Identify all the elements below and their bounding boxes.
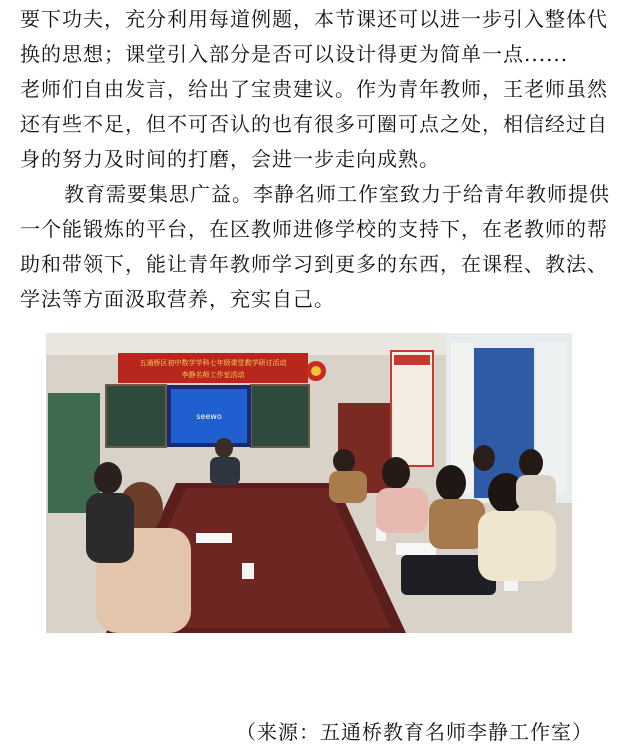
text-line: 助和带领下，能让青年教师学习到更多的东西，在课程、教法、 <box>20 252 608 276</box>
text-line: 要下功夫，充分利用每道例题，本节课还可以进一步引入整体代 <box>20 7 608 31</box>
text-line: 教育需要集思广益。李静名师工作室致力于给青年教师提供 <box>64 182 610 206</box>
text-line: 还有些不足，但不可否认的也有很多可圈可点之处，相信经过自 <box>20 112 608 136</box>
text-line: 老师们自由发言，给出了宝贵建议。作为青年教师，王老师虽然 <box>20 77 608 101</box>
banner-line2: 李静名师工作室活动 <box>181 371 245 379</box>
screen-brand: seewo <box>196 412 222 421</box>
paragraph-2 <box>20 177 610 317</box>
paragraph-1 <box>20 2 610 177</box>
source-credit: （来源：五通桥教育名师李静工作室） <box>236 720 593 744</box>
text-line: 一个能锻炼的平台，在区教师进修学校的支持下，在老教师的帮 <box>20 217 608 241</box>
article-body <box>20 2 610 317</box>
meeting-photo <box>46 333 572 633</box>
banner-line1: 五通桥区初中数学学科七年级课堂教学研讨活动 <box>139 359 287 367</box>
meeting-photo-illustration <box>46 333 572 633</box>
text-line: 身的努力及时间的打磨，会进一步走向成熟。 <box>20 147 440 171</box>
text-line: 学法等方面汲取营养，充实自己。 <box>20 287 335 311</box>
text-line: 换的思想；课堂引入部分是否可以设计得更为简单一点...... <box>20 42 569 66</box>
